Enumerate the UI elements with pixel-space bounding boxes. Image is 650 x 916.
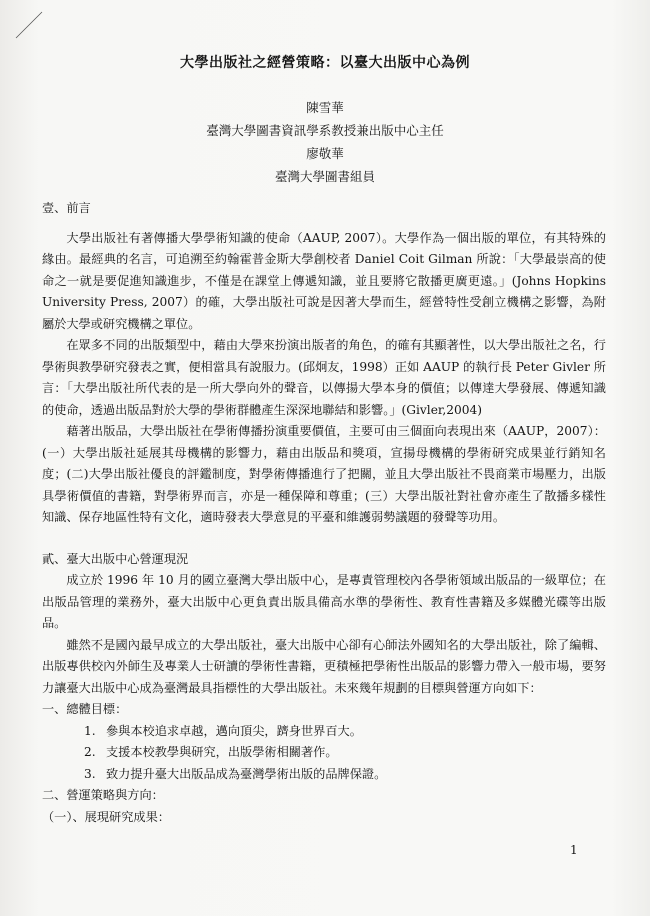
document-title: 大學出版社之經營策略：以臺大出版中心為例: [180, 55, 470, 71]
list-item-text: 參與本校追求卓越，邁向頂尖，躋身世界百大。: [106, 723, 362, 738]
document-body: [42, 198, 606, 828]
list-item: [42, 764, 606, 786]
author-name-2: 廖敬華: [306, 146, 344, 161]
author-affiliation-1: 臺灣大學圖書資訊學系教授兼出版中心主任: [206, 123, 444, 138]
pen-stroke-mark: [14, 10, 44, 40]
section-heading-current-status: 貳、臺大出版中心營運現況: [42, 551, 189, 566]
paragraph: 大學出版社有著傳播大學學術知識的使命（AAUP, 2007）。大學作為一個出版的單位，有其特殊的緣由。最經典的名言，可追溯至約翰霍普金斯大學創校者 Daniel Coit Gilman 所說：「大學最崇高的使命之一就是要促進知識進步，不僅是在課堂上傳遞知識，並且要將它散播更廣更遠。」(Johns Hopkins University Press, 2007）的確，大學出版社可說是因著大學而生，經營特性受創立機構之影響，為附屬於大學或研究機構之單位。: [42, 230, 606, 331]
list-item-number: 2.: [84, 745, 96, 759]
list-item: [42, 721, 606, 743]
strategy-heading: 二、營運策略與方向：: [42, 788, 164, 802]
list-item-number: 1.: [84, 723, 96, 738]
paragraph: 藉著出版品，大學出版社在學術傳播扮演重要價值，主要可由三個面向表現出來（AAUP，2007）：(一）大學出版社延展其母機構的影響力，藉由出版品和獎項，宣揚母機構的學術研究成果並行銷知名度；(二)大學出版社優良的評鑑制度，對學術傳播進行了把關，並且大學出版社不畏商業市場壓力，出版具學術價值的書籍，對學術界而言，亦是一種保障和尊重；(三）大學出版社對社會亦產生了散播多樣性知識、保存地區性特有文化，適時發表大學意見的平臺和維護弱勢議題的發聲等功用。: [42, 424, 606, 524]
paragraph: 在眾多不同的出版類型中，藉由大學來扮演出版者的角色，的確有其顯著性，以大學出版社之名，行學術與教學研究發表之實，便相當具有說服力。(邱炯友，1998）正如 AAUP 的執行長 Peter Givler 所言：「大學出版社所代表的是一所大學向外的聲音，以傳揚大學本身的價值；以傳達大學發展、傳遞知識的使命，透過出版品對於大學的學術群體產生深深地聯結和影響。」(Givler,2004): [42, 338, 606, 417]
list-item-text: 支援本校教學與研究，出版學術相關著作。: [106, 745, 338, 759]
paragraph: 成立於 1996 年 10 月的國立臺灣大學出版中心，是專責管理校內各學術領域出版品的一級單位；在出版品管理的業務外，臺大出版中心更負責出版具備高水準的學術性、教育性書籍及多媒體光碟等出版品。: [42, 573, 606, 630]
list-item-number: 3.: [84, 766, 96, 781]
goals-heading: 一、總體目標：: [42, 702, 128, 716]
list-item: [42, 742, 606, 764]
author-name-1: 陳雪華: [306, 100, 344, 115]
paragraph: 雖然不是國內最早成立的大學出版社，臺大出版中心卻有心師法外國知名的大學出版社，除了編輯、出版專供校內外師生及專業人士研讀的學術性書籍，更積極把學術性出版品的影響力帶入一般市場，要努力讓臺大出版中心成為臺灣最具指標性的大學出版社。未來幾年規劃的目標與營運方向如下：: [42, 637, 606, 695]
list-item-text: 致力提升臺大出版品成為臺灣學術出版的品牌保證。: [106, 766, 387, 781]
strategy-subheading: （一）、展現研究成果：: [42, 809, 170, 824]
section-heading-introduction: 壹、前言: [42, 201, 91, 215]
author-block: [0, 96, 650, 188]
page-number: 1: [570, 843, 578, 857]
author-affiliation-2: 臺灣大學圖書組員: [274, 169, 375, 184]
